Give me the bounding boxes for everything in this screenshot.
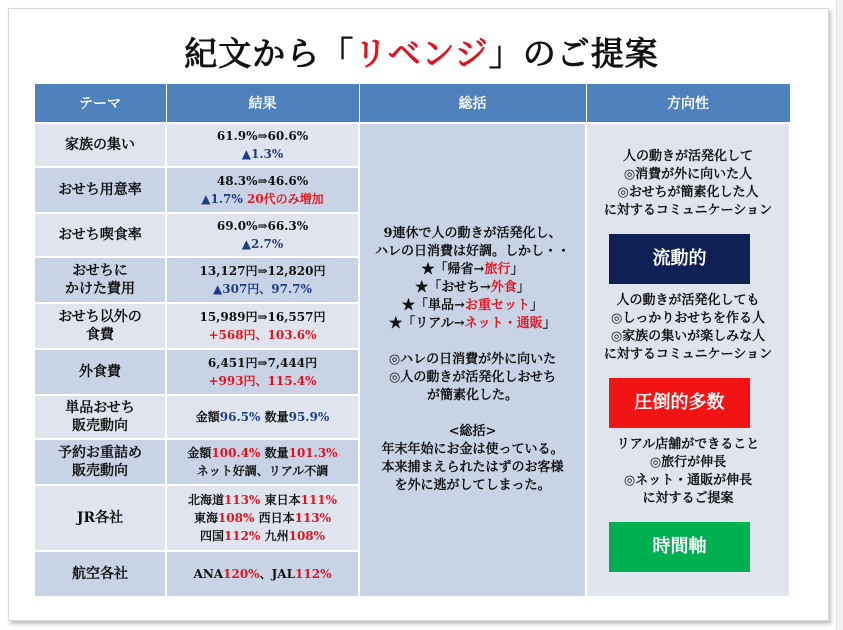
summary-line — [362, 387, 583, 405]
direction-line: 人の動きが活発化しても — [616, 293, 760, 308]
summary-text: を外に逃がしてしまった。 — [394, 478, 551, 493]
result-value: 九州 — [260, 529, 289, 543]
summary-text: ★「おせち→ — [415, 280, 491, 295]
theme-label: JR各社 — [76, 510, 124, 526]
direction-cell — [586, 123, 790, 597]
summary-text: ★「単品→ — [402, 298, 465, 313]
result-line — [169, 444, 356, 462]
summary-text: 年末年始にお金は使っている。 — [381, 442, 564, 457]
theme-cell — [34, 167, 166, 213]
header-summary: 総括 — [359, 84, 586, 124]
summary-cell — [359, 123, 586, 597]
result-cell — [166, 349, 359, 395]
result-cell — [166, 551, 359, 597]
table-body — [34, 123, 790, 597]
result-cell — [166, 485, 359, 551]
result-cell — [166, 303, 359, 349]
summary-line — [362, 459, 583, 477]
theme-label: 航空各社 — [72, 566, 128, 582]
result-value: 西日本 — [254, 511, 295, 525]
direction-badge: 圧倒的多数 — [609, 378, 750, 428]
result-value: 112% — [295, 567, 332, 581]
theme-label: かけた費用 — [65, 281, 135, 297]
summary-line — [362, 243, 583, 261]
result-value: 95.9% — [288, 410, 330, 424]
result-value: 北海道 — [187, 493, 224, 507]
result-line — [169, 354, 356, 372]
summary-line — [362, 333, 583, 351]
result-value: ▲307円、97.7% — [213, 282, 312, 296]
result-value: 数量 — [260, 410, 289, 424]
result-line — [169, 262, 356, 280]
result-value: ▲1.3% — [241, 147, 284, 161]
summary-text: 9連休で人の動きが活発化し、 — [383, 226, 562, 241]
result-cell — [166, 213, 359, 257]
result-line — [169, 235, 356, 253]
theme-cell — [34, 303, 166, 349]
page-title — [0, 28, 843, 75]
summary-text: 」 — [529, 298, 543, 313]
summary-line — [362, 441, 583, 459]
theme-label: 予約お重詰め — [58, 445, 142, 461]
result-cell — [166, 167, 359, 213]
result-value: 13,127円⇒12,820円 — [199, 264, 326, 278]
header-theme: テーマ — [34, 84, 166, 124]
result-line — [169, 491, 356, 509]
result-value: 20代のみ増加 — [246, 192, 324, 206]
result-line — [169, 190, 356, 208]
result-cell — [166, 439, 359, 485]
result-value: 108% — [217, 511, 255, 525]
result-cell — [166, 395, 359, 439]
summary-text: 旅行 — [484, 262, 511, 277]
result-line — [169, 217, 356, 235]
theme-label: おせち喫食率 — [58, 227, 142, 243]
result-value: 96.5% — [219, 410, 261, 424]
result-line — [169, 172, 356, 190]
summary-text: ★「帰省→ — [421, 262, 485, 277]
direction-line: に対するコミュニケーション — [603, 347, 773, 362]
result-value: ANA — [193, 567, 224, 581]
header-direction: 方向性 — [586, 84, 790, 124]
result-value: 15,989円⇒16,557円 — [199, 310, 326, 324]
result-value: 、JAL — [259, 567, 296, 581]
summary-line — [362, 279, 583, 297]
summary-text: が簡素化した。 — [426, 388, 518, 403]
result-value: 数量 — [260, 446, 289, 460]
summary-text: ◎人の動きが活発化しおせち — [389, 370, 556, 385]
summary-table — [33, 83, 791, 598]
theme-label: 単品おせち — [65, 400, 135, 416]
result-value: ▲1.7% — [201, 192, 247, 206]
theme-label: おせち以外の — [58, 309, 142, 325]
theme-cell — [34, 123, 166, 167]
summary-line — [362, 297, 583, 315]
result-value: 69.0%⇒66.3% — [216, 219, 309, 233]
result-line — [169, 509, 356, 527]
result-value: 108% — [288, 529, 326, 543]
title-prefix: 紀文から「 — [184, 34, 355, 73]
theme-cell — [34, 439, 166, 485]
summary-text: 」 — [542, 316, 556, 331]
result-cell — [166, 123, 359, 167]
theme-label: 食費 — [86, 327, 114, 343]
header-row — [34, 84, 790, 124]
result-value: 金額 — [187, 446, 212, 460]
summary-line — [362, 405, 583, 423]
summary-text: 」 — [516, 280, 530, 295]
direction-line: ◎家族の集いが楽しみな人 — [610, 329, 766, 344]
summary-text: ハレの日消費は好調。しかし・・ — [374, 244, 570, 259]
theme-label: 外食費 — [79, 364, 121, 380]
direction-line: ◎ネット・通販が伸長 — [623, 473, 753, 488]
summary-text: ネット・通販 — [464, 316, 543, 331]
summary-line — [362, 261, 583, 279]
direction-line: に対するご提案 — [642, 491, 734, 506]
result-value: 100.4% — [211, 446, 261, 460]
summary-text: 」 — [510, 262, 524, 277]
result-line — [169, 326, 356, 344]
theme-label: おせち用意率 — [58, 182, 142, 198]
result-line — [169, 372, 356, 390]
title-suffix: 」のご提案 — [488, 34, 659, 73]
direction-line: に対するコミュニケーション — [603, 203, 773, 218]
summary-text: お重セット — [464, 298, 530, 313]
summary-text: ◎ハレの日消費が外に向いた — [388, 352, 557, 367]
summary-line — [362, 477, 583, 495]
summary-line — [362, 423, 583, 441]
result-value: ▲2.7% — [241, 237, 284, 251]
result-value: ネット好調、リアル不調 — [196, 464, 329, 478]
result-value: 61.9%⇒60.6% — [216, 129, 309, 143]
summary-text: <総括> — [448, 424, 497, 439]
direction-line: ◎旅行が伸長 — [649, 455, 727, 470]
result-value: 48.3%⇒46.6% — [216, 174, 309, 188]
theme-cell — [34, 349, 166, 395]
result-value: 101.3% — [288, 446, 338, 460]
result-value: 四国 — [199, 529, 224, 543]
result-value: 東日本 — [260, 493, 301, 507]
result-value: 金額 — [195, 410, 220, 424]
direction-badge: 時間軸 — [609, 522, 750, 572]
direction-line: 人の動きが活発化して — [622, 149, 753, 164]
summary-line — [362, 225, 583, 243]
result-line — [169, 462, 356, 480]
result-line — [169, 408, 356, 426]
summary-text: 外食 — [490, 280, 517, 295]
theme-cell — [34, 395, 166, 439]
result-value: 113% — [294, 511, 332, 525]
direction-line: ◎しっかりおせちを作る人 — [611, 311, 765, 326]
result-line — [169, 527, 356, 545]
theme-cell — [34, 485, 166, 551]
theme-label: 家族の集い — [65, 137, 135, 153]
summary-text: 本来捕まえられたはずのお客様 — [381, 460, 564, 475]
summary-line — [362, 351, 583, 369]
scrollbar[interactable] — [836, 0, 843, 630]
direction-line: ◎消費が外に向いた人 — [623, 167, 753, 182]
result-line — [169, 565, 356, 583]
theme-label: おせちに — [72, 263, 128, 279]
header-result: 結果 — [166, 84, 359, 124]
theme-label: 販売動向 — [72, 463, 128, 479]
result-value: 6,451円⇒7,444円 — [207, 356, 318, 370]
result-line — [169, 308, 356, 326]
direction-badge: 流動的 — [609, 234, 750, 284]
result-line — [169, 127, 356, 145]
result-value: 113% — [223, 493, 261, 507]
summary-text: ★「リアル→ — [389, 316, 465, 331]
result-cell — [166, 257, 359, 303]
theme-cell — [34, 551, 166, 597]
direction-line: リアル店舗ができること — [616, 437, 760, 452]
title-highlight: リベンジ — [354, 34, 489, 73]
result-value: 東海 — [193, 511, 218, 525]
result-line — [169, 280, 356, 298]
summary-line — [362, 369, 583, 387]
result-value: +568円、103.6% — [208, 328, 317, 342]
theme-label: 販売動向 — [72, 418, 128, 434]
summary-line — [362, 315, 583, 333]
result-value: +993円、115.4% — [208, 374, 317, 388]
result-value: 112% — [223, 529, 261, 543]
theme-cell — [34, 257, 166, 303]
table-row — [34, 123, 790, 167]
result-line — [169, 145, 356, 163]
result-value: 120% — [223, 567, 260, 581]
direction-line: ◎おせちが簡素化した人 — [617, 185, 759, 200]
theme-cell — [34, 213, 166, 257]
result-value: 111% — [300, 493, 338, 507]
